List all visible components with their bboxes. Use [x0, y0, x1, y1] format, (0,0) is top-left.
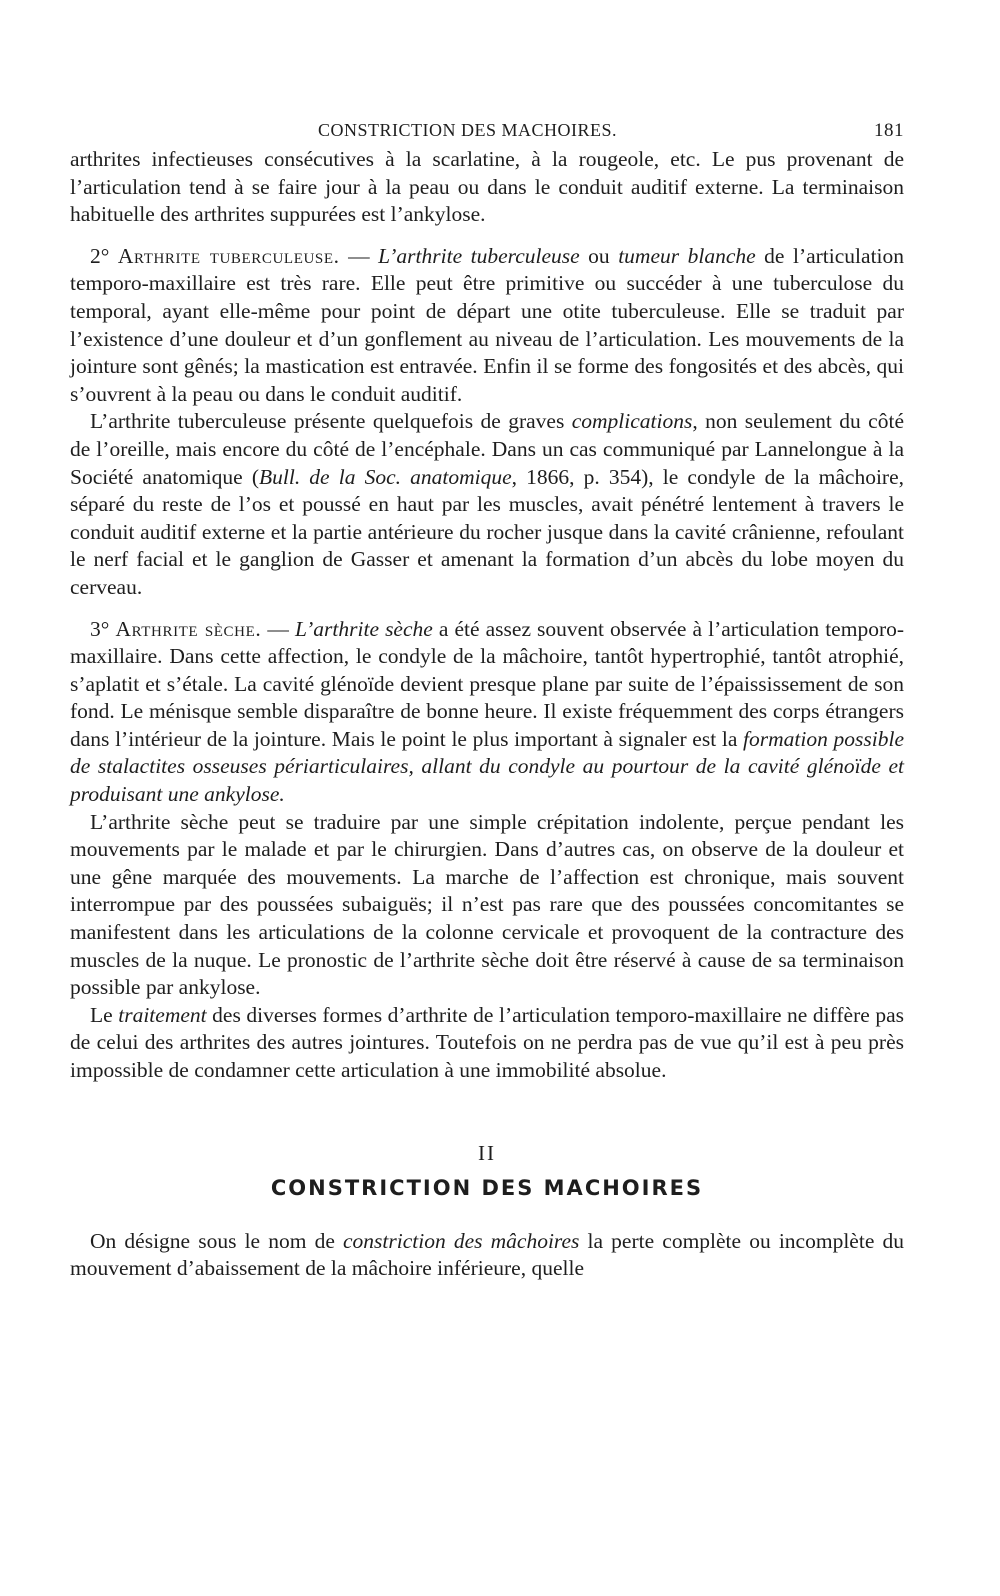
italic-citation: Bull. de la Soc. anatomique	[258, 464, 512, 489]
heading-dash: —	[339, 243, 379, 268]
item-number: 2°	[90, 243, 110, 268]
paragraph-definition	[70, 1228, 904, 1283]
page-number: 181	[874, 120, 904, 141]
item-number: 3°	[90, 616, 110, 641]
paragraph-text: des diverses formes d’arthrite de l’articulation temporo-maxillaire ne diffère pas de celui des arthrites des autres jointures. Toutefois on ne perdra pas de vue qu’il est à peu près impossible de condamner cette articulation à une immobilité absolue.	[70, 1002, 904, 1082]
paragraph-text: de l’articulation temporo-maxillaire est très rare. Elle peut être primitive ou succéder à une tuberculose du temporal, ayant elle-même pour point de départ une otite tuberculeuse. Elle se traduit par l’existence d’une douleur et d’un gonflement au niveau de l’articulation. Les mouvements de la jointure sont gênés; la mastication est entravée. Enfin il se forme des fongosités et des abcès, qui s’ouvrent à la peau ou dans le conduit auditif.	[70, 243, 905, 406]
paragraph-text: , 1866, p. 354), le condyle de la mâchoire, séparé du reste de l’os et poussé en haut par les muscles, avait pénétré lentement à travers le conduit auditif externe et la partie antérieure du rocher jusque dans la cavité crânienne, refoulant le nerf facial et le ganglion de Gasser et amenant la formation d’un abcès du lobe moyen du cerveau.	[70, 464, 904, 599]
italic-term: L’arthrite sèche	[294, 616, 433, 641]
paragraph-text: On désigne sous le nom de	[90, 1228, 343, 1253]
paragraph-text: arthrites infectieuses consécutives à la scarlatine, à la rougeole, etc. Le pus provenant de l’articulation tend à se faire jour à la peau ou dans le conduit auditif externe. La terminaison habituelle des arthrites suppurées est l’ankylose.	[70, 147, 904, 227]
italic-term: L’arthrite tuberculeuse	[378, 243, 580, 268]
item-heading: Arthrite tuberculeuse.	[117, 243, 340, 268]
paragraph-complications	[70, 408, 904, 601]
italic-term: complications	[571, 409, 693, 434]
paragraph-text: L’arthrite tuberculeuse présente quelquefois de graves	[90, 409, 572, 434]
paragraph-dry-arthritis	[70, 616, 904, 809]
section-number: II	[478, 1140, 496, 1165]
running-head	[70, 116, 904, 146]
section-title: CONSTRICTION DES MACHOIRES	[270, 1175, 704, 1200]
italic-term: tumeur blanche	[618, 243, 756, 268]
paragraph-text: la perte complète ou incomplète du mouvement d’abaissement de la mâchoire inférieure, quelle	[70, 1228, 904, 1281]
heading-dash: —	[261, 616, 295, 641]
paragraph-dry-arthritis-symptoms	[70, 809, 904, 1002]
item-heading: Arthrite sèche.	[115, 616, 262, 641]
paragraph-text: , non seulement du côté de l’oreille, mais encore du côté de l’encéphale. Dans un cas communiqué par Lannelongue à la Société anatomique (	[70, 409, 904, 489]
paragraph-text: Le	[90, 1002, 119, 1027]
italic-passage: formation possible de stalactites osseuses périarticulaires, allant du condyle au pourtour de la cavité glénoïde et produisant une ankylose.	[70, 726, 904, 807]
italic-term: constriction des mâchoires	[343, 1228, 580, 1253]
running-title: CONSTRICTION DES MACHOIRES.	[318, 120, 618, 140]
italic-term: traitement	[118, 1002, 207, 1027]
paragraph-text: a été assez souvent observée à l’articulation temporo-maxillaire. Dans cette affection, le condyle de la mâchoire, tantôt hypertrophié, tantôt atrophié, s’aplatit et s’étale. La cavité glénoïde devient presque plane par suite de l’épaississement de son fond. Le ménisque semble disparaître de bonne heure. Il existe fréquemment des corps étrangers dans l’intérieur de la jointure. Mais le point le plus important à signaler est la	[70, 616, 905, 751]
paragraph-treatment	[70, 1002, 904, 1085]
paragraph-text: ou	[579, 243, 619, 268]
paragraph-text: L’arthrite sèche peut se traduire par une simple crépitation indolente, perçue pendant les mouvements par le malade et par le chirurgien. Dans d’autres cas, on observe de la douleur et une gêne marquée des mouvements. La marche de l’affection est chronique, mais souvent interrompue par des poussées subaiguës; il n’est pas rare que des poussées concomitantes se manifestent dans les articulations de la colonne cervicale et provoquent de la contracture des muscles de la nuque. Le pronostic de l’arthrite sèche doit être réservé à cause de sa terminaison possible par ankylose.	[70, 809, 904, 1000]
paragraph-continuation	[70, 146, 904, 229]
paragraph-tuberculous-arthritis	[70, 243, 904, 409]
